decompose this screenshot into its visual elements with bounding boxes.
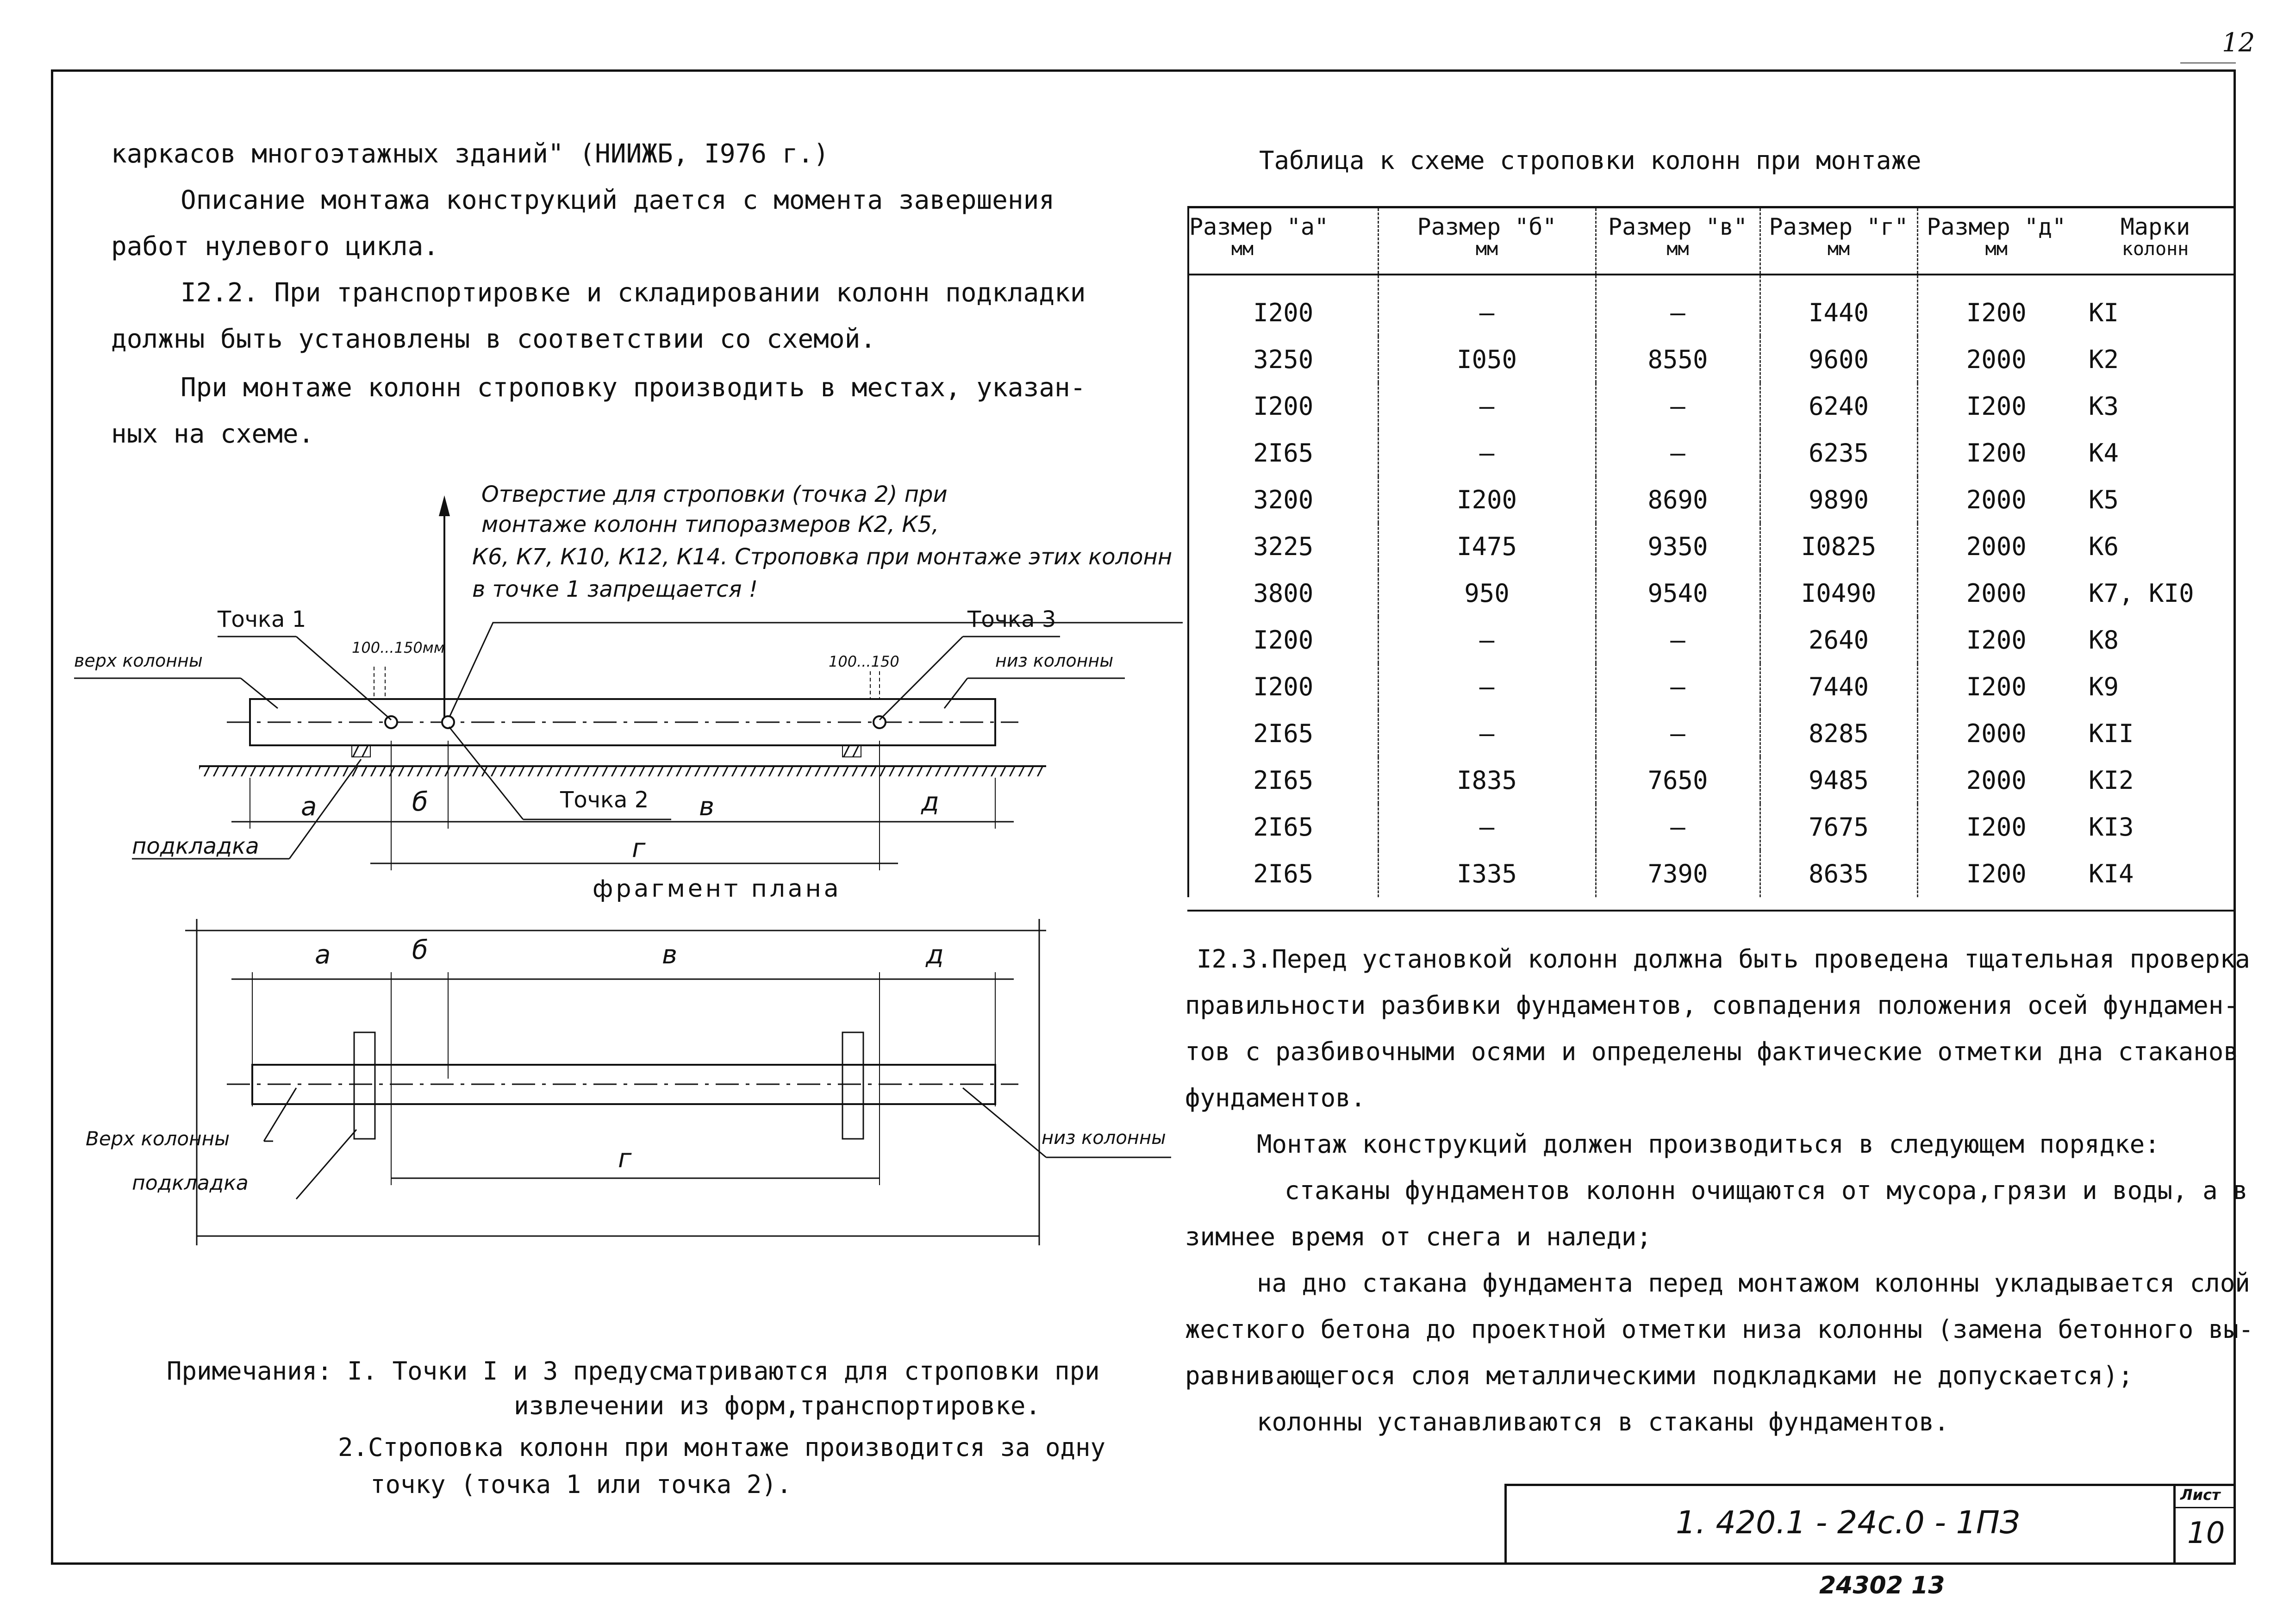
cell: I0490	[1760, 570, 1917, 617]
left-text-line: ных на схеме.	[111, 419, 314, 449]
list-label: Лист	[2180, 1486, 2221, 1504]
fragment-plan-caption: фрагмент плана	[593, 875, 842, 903]
point-3-label: Точка 3	[967, 606, 1056, 632]
cell: 3225	[1188, 523, 1378, 570]
plan-pad-left	[354, 1032, 375, 1139]
cell: –	[1596, 804, 1760, 850]
cell: I835	[1378, 757, 1596, 804]
cell: 3200	[1188, 476, 1378, 523]
top-of-column-label: верх колонны	[74, 650, 203, 671]
cell: КII	[2089, 718, 2134, 748]
cell: 9540	[1596, 570, 1760, 617]
cell: –	[1596, 383, 1760, 430]
dim-a: а	[301, 792, 317, 822]
left-text-line: I2.2. При транспортировке и складировании колонн подкладки	[181, 278, 1086, 308]
cell: I200	[1917, 804, 2075, 850]
cell: 3250	[1188, 336, 1378, 383]
footer-code: 24302 13	[1819, 1572, 1945, 1599]
cell: КI2	[2089, 765, 2134, 795]
cell: 3800	[1188, 570, 1378, 617]
list-number: 10	[2187, 1516, 2225, 1550]
table-row	[1188, 850, 2236, 897]
cell: 8690	[1596, 476, 1760, 523]
header-size-g: Размер "г" мм	[1760, 207, 1917, 275]
right-text-line: на дно стакана фундамента перед монтажом колонны укладывается слой	[1257, 1268, 2250, 1298]
header-size-v: Размер "в" мм	[1596, 207, 1760, 275]
left-text-line: Описание монтажа конструкций дается с момента завершения	[181, 185, 1055, 215]
dim-100-150-right: 100...150	[829, 653, 899, 670]
title-block-list-rule	[2173, 1507, 2236, 1508]
dim-g: г	[632, 833, 646, 863]
right-text-line: равнивающегося слоя металлическими подкладками не допускается);	[1185, 1361, 2134, 1390]
cell: К8	[2089, 625, 2119, 655]
cell: 9350	[1596, 523, 1760, 570]
note-line: 2.Строповка колонн при монтаже производится за одну	[338, 1433, 1106, 1462]
left-text-line: каркасов многоэтажных зданий" (НИИЖБ, I976 г.)	[111, 139, 829, 169]
cell: 8285	[1760, 710, 1917, 757]
right-text-line: Монтаж конструкций должен производиться в следующем порядке:	[1257, 1130, 2160, 1159]
cell: 950	[1378, 570, 1596, 617]
pad-label: подкладка	[132, 833, 259, 859]
right-text-line: тов с разбивочными осями и определены фактические отметки дна стаканов	[1185, 1037, 2239, 1066]
annotation-line: монтаже колонн типоразмеров К2, К5,	[481, 512, 939, 537]
cell: –	[1378, 663, 1596, 710]
cell: –	[1378, 617, 1596, 663]
table-row	[1188, 336, 2236, 383]
cell: I200	[1378, 476, 1596, 523]
cell: К5	[2089, 485, 2119, 514]
annotation-line: в точке 1 запрещается !	[472, 576, 758, 602]
table-title: Таблица к схеме строповки колонн при монтаже	[1259, 146, 1922, 175]
cell: 2000	[1917, 570, 2075, 617]
dim-v: в	[699, 792, 715, 822]
cell: I440	[1760, 275, 1917, 336]
table-row	[1188, 710, 2236, 757]
cell: I200	[1917, 617, 2075, 663]
table-row	[1188, 570, 2236, 617]
ground-hatch	[199, 766, 1046, 776]
cell: 2000	[1917, 757, 2075, 804]
table-row	[1188, 523, 2236, 570]
cell: I200	[1188, 383, 1378, 430]
cell: КI4	[2089, 859, 2134, 888]
cell: I0825	[1760, 523, 1917, 570]
left-text-line: При монтаже колонн строповку производить в местах, указан-	[181, 373, 1086, 403]
cell: –	[1596, 275, 1760, 336]
cell: К6	[2089, 531, 2119, 561]
note-line: точку (точка 1 или точка 2).	[370, 1470, 792, 1499]
cell: 2640	[1760, 617, 1917, 663]
cell: I335	[1378, 850, 1596, 897]
cell: –	[1378, 275, 1596, 336]
cell: К4	[2089, 438, 2119, 468]
cell: I475	[1378, 523, 1596, 570]
annotation-line: К6, К7, К10, К12, К14. Строповка при монтаже этих колонн	[472, 544, 1173, 570]
note-line: извлечении из форм,транспортировке.	[514, 1391, 1041, 1420]
right-text-line: зимнее время от снега и наледи;	[1185, 1222, 1652, 1251]
document-code: 1. 420.1 - 24с.0 - 1ПЗ	[1676, 1505, 2020, 1541]
cell: 7675	[1760, 804, 1917, 850]
cell: –	[1596, 617, 1760, 663]
header-size-d: Размер "д" мм	[1917, 207, 2075, 275]
cell: I200	[1917, 383, 2075, 430]
bottom-of-column-label: низ колонны	[995, 650, 1114, 671]
cell: КI3	[2089, 812, 2134, 842]
cell: 2I65	[1188, 850, 1378, 897]
annotation-leader	[448, 623, 1183, 720]
cell: I200	[1917, 663, 2075, 710]
cell: 7650	[1596, 757, 1760, 804]
dim-100-150-left: 100...150мм	[352, 639, 445, 656]
cell: 2I65	[1188, 430, 1378, 476]
cell: I200	[1188, 275, 1378, 336]
right-text-line: жесткого бетона до проектной отметки низа колонны (замена бетонного вы-	[1185, 1315, 2254, 1344]
plan-top-label: Верх колонны	[86, 1127, 230, 1150]
cell: К2	[2089, 344, 2119, 374]
note-line: Примечания: I. Точки I и 3 предусматриваются для строповки при	[167, 1356, 1100, 1386]
table-row	[1188, 383, 2236, 430]
cell: I200	[1917, 430, 2075, 476]
table-row	[1188, 757, 2236, 804]
right-text-line: фундаментов.	[1185, 1083, 1366, 1112]
cell: I200	[1188, 663, 1378, 710]
cell: 2000	[1917, 336, 2075, 383]
cell: К9	[2089, 672, 2119, 701]
header-size-a: Размер "а" мм	[1188, 207, 1378, 275]
cell: 2I65	[1188, 804, 1378, 850]
cell: 2000	[1917, 476, 2075, 523]
cell: –	[1596, 430, 1760, 476]
table-row	[1188, 275, 2236, 336]
cell: 2I65	[1188, 757, 1378, 804]
pad-right	[842, 745, 861, 757]
table-header-row	[1188, 207, 2236, 275]
lift-point-1	[385, 716, 397, 728]
cell: 7390	[1596, 850, 1760, 897]
cell: I200	[1917, 850, 2075, 897]
cell: 8550	[1596, 336, 1760, 383]
cell: –	[1596, 710, 1760, 757]
point-1-label: Точка 1	[218, 606, 306, 632]
plan-dim-a: а	[315, 940, 331, 970]
cell: К3	[2089, 391, 2119, 421]
cell: КI	[2089, 298, 2119, 327]
lift-arrow-head	[439, 495, 450, 516]
cell: –	[1378, 383, 1596, 430]
cell: –	[1378, 710, 1596, 757]
cell: 6240	[1760, 383, 1917, 430]
table-row	[1188, 430, 2236, 476]
rigging-table	[1187, 206, 2236, 897]
cell: –	[1378, 430, 1596, 476]
cell: 9485	[1760, 757, 1917, 804]
plan-pad-right	[842, 1032, 863, 1139]
title-block-divider	[2173, 1484, 2176, 1565]
pad-left	[352, 745, 370, 757]
right-text-line: колонны устанавливаются в стаканы фундаментов.	[1257, 1407, 1949, 1437]
cell: I050	[1378, 336, 1596, 383]
cell: I200	[1188, 617, 1378, 663]
table-row	[1188, 663, 2236, 710]
plan-dim-v: в	[662, 940, 678, 970]
cell: 9600	[1760, 336, 1917, 383]
plan-dim-d: д	[926, 940, 944, 970]
table-row	[1188, 617, 2236, 663]
header-marks: Марки колонн	[2120, 213, 2190, 260]
table-row	[1188, 804, 2236, 850]
cell: 2000	[1917, 523, 2075, 570]
lift-point-3	[873, 716, 886, 728]
cell: 8635	[1760, 850, 1917, 897]
right-text-line: I2.3.Перед установкой колонн должна быть проведена тщательная проверка	[1197, 944, 2250, 974]
plan-dim-b: б	[412, 935, 428, 965]
plan-dim-g-label: г	[618, 1143, 632, 1174]
left-text-line: работ нулевого цикла.	[111, 231, 439, 262]
cell: 6235	[1760, 430, 1917, 476]
plan-pad-label: подкладка	[132, 1171, 249, 1195]
sheet-number-top: 12	[2222, 28, 2255, 58]
cell: I200	[1917, 275, 2075, 336]
cell: 7440	[1760, 663, 1917, 710]
plan-bottom-label: низ колонны	[1042, 1127, 1166, 1149]
header-size-b: Размер "б" мм	[1378, 207, 1596, 275]
annotation-line: Отверстие для строповки (точка 2) при	[481, 481, 948, 507]
cell: 2I65	[1188, 710, 1378, 757]
cell: К7, КI0	[2089, 578, 2194, 608]
point-2-label: Точка 2	[560, 787, 649, 813]
right-text-line: стаканы фундаментов колонн очищаются от мусора,грязи и воды, а в	[1285, 1176, 2248, 1205]
right-text-line: правильности разбивки фундаментов, совпадения положения осей фундамен-	[1185, 991, 2239, 1020]
dim-b: б	[412, 787, 428, 817]
cell: –	[1596, 663, 1760, 710]
lift-point-2	[442, 716, 454, 728]
cell: 9890	[1760, 476, 1917, 523]
cell: –	[1378, 804, 1596, 850]
table-bottom-rule	[1187, 910, 2236, 912]
left-text-line: должны быть установлены в соответствии со схемой.	[111, 324, 876, 354]
cell: 2000	[1917, 710, 2075, 757]
dim-d: д	[921, 787, 939, 817]
table-row	[1188, 476, 2236, 523]
